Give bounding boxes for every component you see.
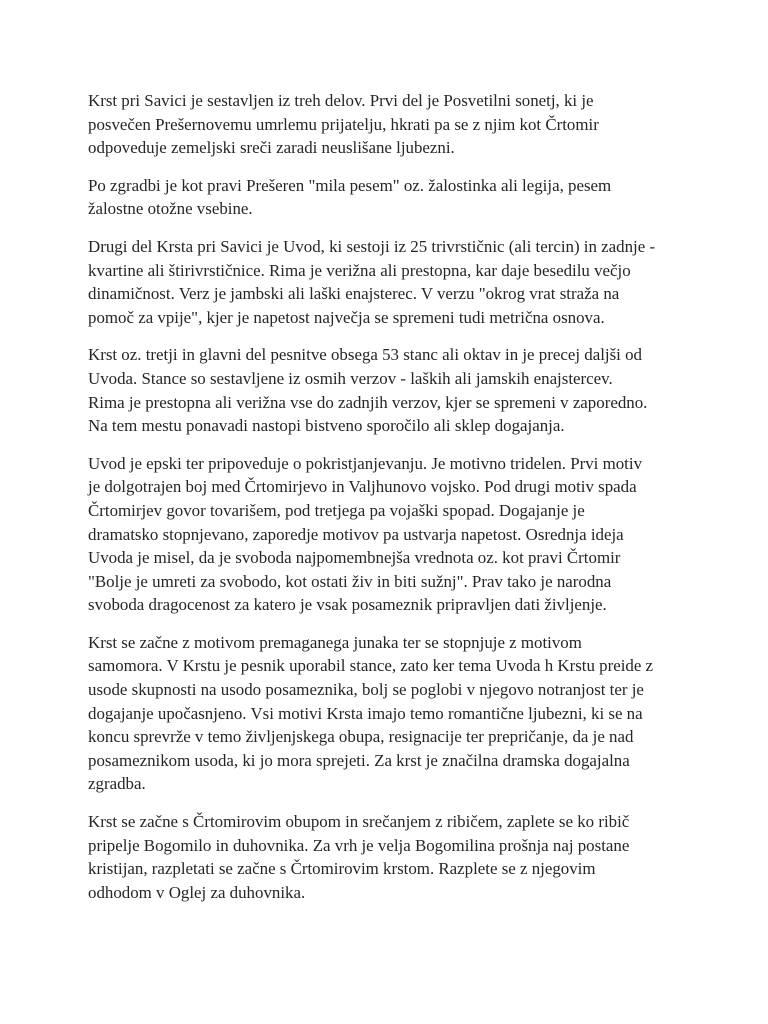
text-line: kristijan, razpletati se začne s Črtomirovim krstom. Razplete se z njegovim bbox=[88, 859, 596, 879]
text-line: posameznikom usoda, ki jo mora sprejeti. Za krst je značilna dramska dogajalna bbox=[88, 750, 630, 770]
text-line: Uvod je epski ter pripoveduje o pokristjanjevanju. Je motivno tridelen. Prvi motiv bbox=[88, 453, 643, 473]
text-line: je dolgotrajen boj med Črtomirjevo in Valjhunovo vojsko. Pod drugi motiv spada bbox=[88, 477, 637, 497]
text-line: Uvoda. Stance so sestavljene iz osmih verzov - laških ali jamskih enajstercev. bbox=[88, 368, 613, 388]
paragraph-3 bbox=[88, 235, 724, 329]
text-line: posvečen Prešernovemu umrlemu prijatelju, hkrati pa se z njim kot Črtomir bbox=[88, 114, 599, 134]
paragraph-2 bbox=[88, 174, 724, 221]
text-line: svoboda dragocenost za katero je vsak posameznik pripravljen dati življenje. bbox=[88, 595, 607, 615]
text-line: odpoveduje zemeljski sreči zaradi neuslišane ljubezni. bbox=[88, 138, 455, 158]
text-line: Na tem mestu ponavadi nastopi bistveno sporočilo ali sklep dogajanja. bbox=[88, 416, 565, 436]
paragraph-4 bbox=[88, 343, 724, 437]
text-line: Drugi del Krsta pri Savici je Uvod, ki sestoji iz 25 trivrstičnic (ali tercin) in zadnje - bbox=[88, 236, 656, 256]
text-line: Uvoda je misel, da je svoboda najpomembnejša vrednota oz. kot pravi Črtomir bbox=[88, 548, 621, 568]
text-line: Rima je prestopna ali verižna vse do zadnjih verzov, kjer se spremeni v zaporedno. bbox=[88, 392, 648, 412]
text-line: koncu sprevrže v temo življenjskega obupa, resignacije ter prepričanje, da je nad bbox=[88, 727, 634, 747]
text-line: kvartine ali štirivrstičnice. Rima je verižna ali prestopna, kar daje besedilu večjo bbox=[88, 260, 631, 280]
paragraph-1 bbox=[88, 89, 724, 160]
text-line: Črtomirjev govor tovarišem, pod tretjega pa vojaški spopad. Dogajanje je bbox=[88, 500, 585, 520]
text-line: usode skupnosti na usodo posameznika, bolj se poglobi v njegovo notranjost ter je bbox=[88, 680, 644, 700]
text-line: Krst oz. tretji in glavni del pesnitve obsega 53 stanc ali oktav in je precej daljši od bbox=[88, 345, 642, 365]
text-line: samomora. V Krstu je pesnik uporabil stance, zato ker tema Uvoda h Krstu preide z bbox=[88, 656, 654, 676]
document-page bbox=[88, 89, 724, 918]
text-line: Krst pri Savici je sestavljen iz treh delov. Prvi del je Posvetilni sonetj, ki je bbox=[88, 91, 594, 110]
text-line: zgradba. bbox=[88, 774, 146, 794]
text-line: "Bolje je umreti za svobodo, kot ostati živ in biti sužnj". Prav tako je narodna bbox=[88, 571, 612, 591]
text-line: dogajanje upočasnjeno. Vsi motivi Krsta imajo temo romantične ljubezni, ki se na bbox=[88, 703, 643, 723]
text-line: žalostne otožne vsebine. bbox=[88, 199, 253, 219]
text-line: Krst se začne z motivom premaganega junaka ter se stopnjuje z motivom bbox=[88, 632, 582, 652]
paragraph-5 bbox=[88, 452, 724, 617]
text-line: odhodom v Oglej za duhovnika. bbox=[88, 882, 306, 902]
text-line: pripelje Bogomilo in duhovnika. Za vrh je velja Bogomilina prošnja naj postane bbox=[88, 835, 630, 855]
text-line: Krst se začne s Črtomirovim obupom in srečanjem z ribičem, zaplete se ko ribič bbox=[88, 812, 630, 832]
text-line: Po zgradbi je kot pravi Prešeren "mila pesem" oz. žalostinka ali legija, pesem bbox=[88, 175, 612, 195]
text-line: pomoč za vpije", kjer je napetost največja se spremeni tudi metrična osnova. bbox=[88, 307, 605, 327]
text-line: dramatsko stopnjevano, zaporedje motivov pa ustvarja napetost. Osrednja ideja bbox=[88, 524, 624, 544]
paragraph-6 bbox=[88, 631, 724, 796]
text-line: dinamičnost. Verz je jambski ali laški enajsterec. V verzu "okrog vrat straža na bbox=[88, 284, 620, 304]
paragraph-7 bbox=[88, 810, 724, 904]
